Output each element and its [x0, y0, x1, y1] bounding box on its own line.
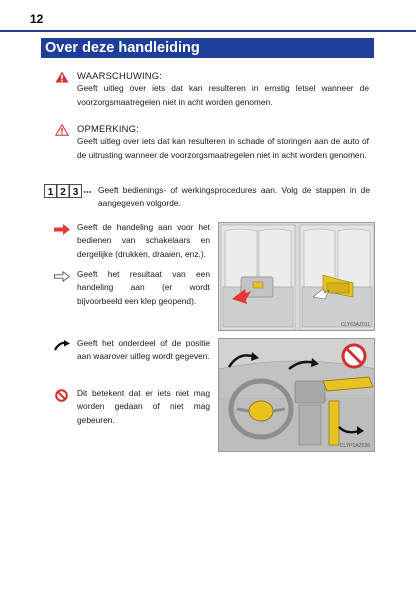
- warning-triangle-icon: [55, 71, 69, 83]
- red-arrow-icon: [54, 224, 70, 235]
- warning-heading: WAARSCHUWING:: [77, 70, 163, 81]
- step-digit-3: 3: [72, 187, 79, 198]
- notice-heading: OPMERKING:: [77, 123, 139, 134]
- prohibition-text: Dit betekent dat er iets niet mag worden gedaan of niet mag gebeuren.: [77, 388, 210, 425]
- cockpit-drawing: [219, 339, 375, 452]
- steps-text: Geeft bedienings- of werkingsprocedures aan. Volg de stappen in de aangegeven volgorde.: [98, 185, 370, 209]
- notice-block: [77, 122, 369, 162]
- step-digit-1: 1: [47, 187, 54, 198]
- black-pointer-arrow-icon: [54, 340, 70, 352]
- action-arrow-text: Geeft de handeling aan voor het bedienen van schakelaars en dergelijke (drukken, draaien, enz.).: [77, 222, 210, 259]
- warning-block: [77, 69, 369, 109]
- step-numbers-icon: [44, 184, 92, 198]
- outline-arrow-icon: [54, 271, 70, 282]
- notice-triangle-icon: [55, 124, 69, 136]
- header-rule: [0, 30, 416, 32]
- notice-text: Geeft uitleg over iets dat kan resulteren in schade of storingen aan de auto of de uitrusting wanneer de voorzorgsmaatregelen niet in acht worden genomen.: [77, 136, 369, 160]
- result-arrow-text: Geeft het resultaat van een handeling aan (er wordt bijvoorbeeld een klep geopend).: [77, 269, 210, 306]
- action-arrow-block: [77, 221, 210, 261]
- pointer-text: Geeft het onderdeel of de positie aan waarover uitleg wordt gegeven.: [77, 338, 210, 362]
- warning-text: Geeft uitleg over iets dat kan resulteren in ernstig letsel wanneer de voorzorgsmaatregelen niet in acht worden genomen.: [77, 83, 369, 107]
- page-number: 12: [30, 12, 44, 26]
- prohibition-icon: [55, 389, 68, 402]
- armrest-drawing: [219, 223, 375, 331]
- cockpit-illustration: [218, 338, 375, 452]
- step-digit-2: 2: [60, 187, 66, 198]
- steps-block: [98, 184, 370, 211]
- pointer-block: [77, 337, 210, 364]
- armrest-figure-code: CLY63AZ011: [340, 322, 370, 328]
- result-arrow-block: [77, 268, 210, 308]
- prohibition-block: [77, 387, 210, 427]
- cockpit-figure-code: CLYP1AZ026: [339, 443, 370, 449]
- section-title: Over deze handleiding: [41, 38, 374, 58]
- armrest-illustration: [218, 222, 375, 331]
